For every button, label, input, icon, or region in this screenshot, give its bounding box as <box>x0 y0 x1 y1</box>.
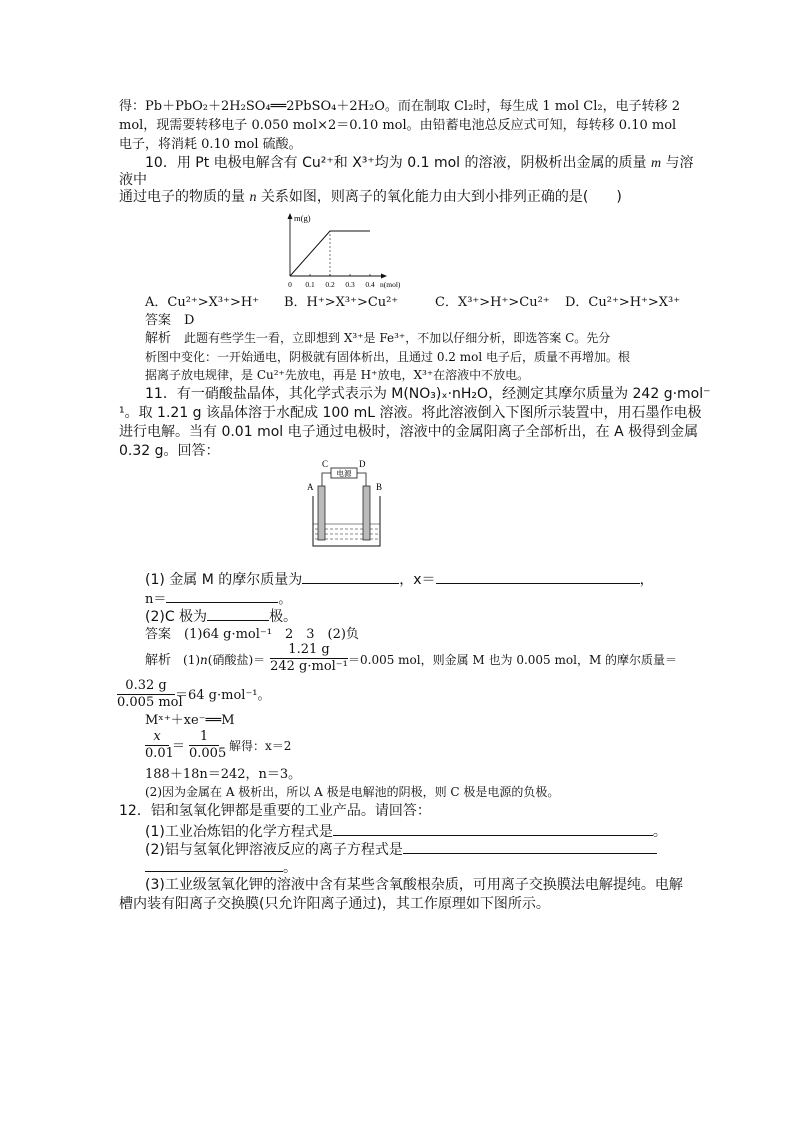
text-line: 0.32 g。回答： <box>119 443 220 459</box>
question-12-stem: 12．铝和氢氧化钾都是重要的工业产品。请回答： <box>119 803 431 819</box>
text-line: 电子，将消耗 0.10 mol 硫酸。 <box>119 137 302 152</box>
explanation-line: 解析 此题有些学生一看，立即想到 X³⁺是 Fe³⁺，不加以仔细分析，即选答案 C。先分 <box>145 331 611 346</box>
explanation-line: 解析 (1)n(硝酸盐)＝ <box>145 653 266 668</box>
fraction-numerator: 0.32 g <box>125 678 167 693</box>
fraction-moles <box>270 642 348 675</box>
question-11-stem: 11．有一硝酸盐晶体，其化学式表示为 M(NO₃)ₓ·nH₂O，经测定其摩尔质量为 242 g·mol⁻ <box>145 386 711 402</box>
option-a: A．Cu²⁺>X³⁺>H⁺ <box>145 295 260 310</box>
electrode-b <box>363 486 370 540</box>
explanation-line: 析图中变化：一开始通电，阴极就有固体析出，且通过 0.2 mol 电子后，质量不再增加。根 <box>145 350 630 364</box>
fraction-denominator: 0.005 <box>189 746 227 761</box>
explanation-line: ＝64 g·mol⁻¹。 <box>175 688 271 703</box>
question-12-part-2: (2)铝与氢氧化钾溶液反应的离子方程式是 <box>145 840 657 859</box>
text-line: 通过电子的物质的量 n 关系如图，则离子的氧化能力由大到小排列正确的是( ) <box>119 189 622 205</box>
text-line: 槽内装有阳离子交换膜(只允许阳离子通过)，其工作原理如下图所示。 <box>119 896 550 912</box>
equals-sign: ＝ <box>172 739 186 754</box>
question-10-stem: 10．用 Pt 电极电解含有 Cu²⁺和 X³⁺均为 0.1 mol 的溶液，阴极析出金属的质量 m 与溶 <box>145 155 694 171</box>
fraction-denominator: 0.01 <box>145 746 174 761</box>
fraction-one <box>189 729 227 762</box>
fraction-molar-mass <box>117 678 183 711</box>
label-c: C <box>322 459 329 469</box>
question-11-part-1: (1) 金属 M 的摩尔质量为 ，x＝ ， <box>145 572 654 588</box>
fraction-numerator: 1 <box>199 729 209 744</box>
option-c: C．X³⁺>H⁺>Cu²⁺ <box>435 295 550 310</box>
x-axis-label: n(mol) <box>380 280 401 289</box>
text-line: (3)工业级氢氧化钾的溶液中含有某些含氧酸根杂质，可用离子交换膜法电解提纯。电解 <box>145 877 683 893</box>
text-line: ¹。取 1.21 g 该晶体溶于水配成 100 mL 溶液。将此溶液倒入下图所示装置中，用石墨作电极 <box>119 405 702 421</box>
fraction-numerator: x <box>153 729 161 744</box>
text-line: 得：Pb＋PbO₂＋2H₂SO₄══2PbSO₄＋2H₂O。而在制取 Cl₂时，每生成 1 mol Cl₂，电子转移 2 <box>119 99 680 114</box>
question-11-part-1-n: n＝ 。 <box>145 589 291 608</box>
explanation-line: (2)因为金属在 A 极析出，所以 A 极是电解池的阴极，则 C 极是电源的负极。 <box>145 785 560 799</box>
x-axis-arrow <box>381 274 387 279</box>
fraction-x <box>145 729 174 762</box>
answer-blank-c-pole[interactable] <box>207 607 269 621</box>
question-12-part-1: (1)工业冶炼铝的化学方程式是 。 <box>145 824 667 840</box>
data-series-line <box>290 231 370 276</box>
option-b: B．H⁺>X³⁺>Cu²⁺ <box>284 295 399 310</box>
answer-line: 答案 D <box>145 313 195 328</box>
y-axis-label: m(g) <box>294 213 311 223</box>
electrolysis-apparatus-diagram <box>300 458 392 558</box>
x-tick-label: 0.3 <box>345 280 355 289</box>
text-line: mol，现需要转移电子 0.050 mol×2＝0.10 mol。由铅蓄电池总反应式可知，每转移 0.10 mol <box>119 118 677 133</box>
answer-blank-aluminum-smelting[interactable] <box>333 822 653 836</box>
electrode-a <box>318 486 325 540</box>
answer-line: 答案 (1)64 g·mol⁻¹ 2 3 (2)负 <box>145 627 359 642</box>
fraction-numerator: 1.21 g <box>288 642 330 657</box>
text-line: 液中 <box>119 172 147 188</box>
power-source-label: 电源 <box>336 469 352 478</box>
label-a: A <box>307 482 314 492</box>
equation: Mˣ⁺＋xe⁻══M <box>145 713 235 728</box>
x-tick-label: 0 <box>288 280 292 289</box>
y-axis-arrow <box>288 213 293 219</box>
fraction-denominator: 242 g·mol⁻¹ <box>270 659 348 674</box>
answer-blank-molar-mass[interactable] <box>302 570 399 584</box>
explanation-line: ＝0.005 mol，则金属 M 也为 0.005 mol，M 的摩尔质量＝ <box>348 653 678 667</box>
answer-blank-n[interactable] <box>166 589 278 603</box>
x-tick-label: 0.4 <box>365 280 375 289</box>
x-tick-label: 0.1 <box>305 280 315 289</box>
mass-vs-electrons-chart <box>270 206 420 292</box>
option-d: D．Cu²⁺>H⁺>X³⁺ <box>565 295 681 310</box>
label-d: D <box>359 459 366 469</box>
answer-blank-x[interactable] <box>436 570 640 584</box>
fraction-denominator: 0.005 mol <box>117 695 183 710</box>
question-11-part-2: (2)C 极为 极。 <box>145 609 298 625</box>
answer-blank-ionic-equation-cont[interactable] <box>145 858 283 872</box>
answer-blank-ionic-equation[interactable] <box>403 840 657 854</box>
calc-line: 188＋18n＝242，n＝3。 <box>145 767 302 782</box>
solve-text: 解得：x＝2 <box>229 739 292 753</box>
explanation-line: 据离子放电规律，是 Cu²⁺先放电，再是 H⁺放电，X³⁺在溶液中不放电。 <box>145 368 530 382</box>
question-12-part-2-cont: 。 <box>145 858 297 877</box>
label-b: B <box>376 482 383 492</box>
x-tick-label: 0.2 <box>325 280 335 289</box>
text-line: 进行电解。当有 0.01 mol 电子通过电极时，溶液中的金属阳离子全部析出，在 A 极得到金属 <box>119 424 699 440</box>
